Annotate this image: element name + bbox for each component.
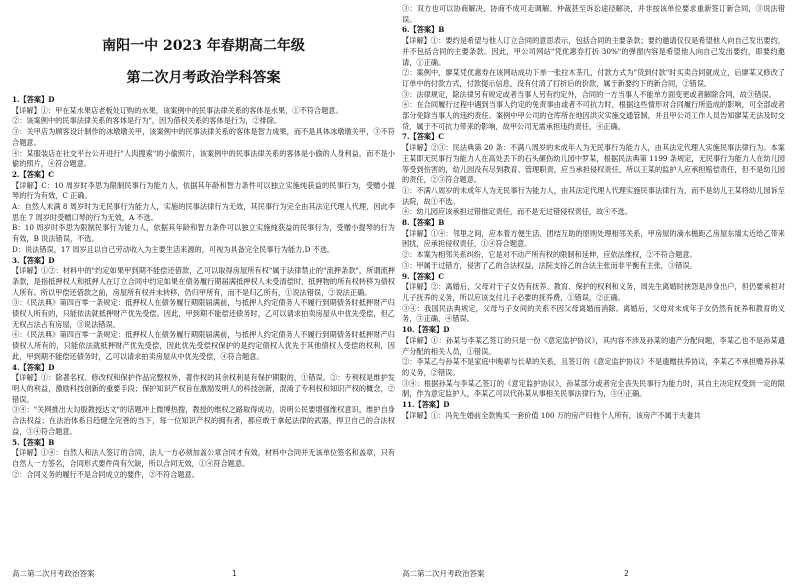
exam-title: 第二次月考政治学科答案 xyxy=(126,70,281,86)
explanation-paragraph: 【详解】①：除著名权、修改权和保护作品完整权外，著作权的其余权利是有保护期限的，①错误。②：专利权是维护发明人的利益，激励科技创新的重要手段；保护知识产权旨在激励发明人的科技创新，混淆了专利权和知识产权的概念，②错误。 xyxy=(12,373,395,404)
explanation-paragraph: ④：幼儿园应该承担过错推定责任，而不是无过错侵权责任，故④不选。 xyxy=(402,207,633,217)
explanation-paragraph: ③：法律规定，除法律另有规定或者当事人另有约定外，合同的一方当事人不能单方面变更或者解除合同，故③错误。 xyxy=(402,89,776,99)
explanation-paragraph: 【详解】①：孙某与李某乙签订的只是一份《意定监护协议》，其内容不涉及孙某的遗产分配问题，李某乙也不是孙某遗产分配的相关人员，①错误。 xyxy=(402,335,785,356)
explanation-paragraph: ③④：我国民法典规定，父母与子女间的关系不因父母离婚而消除。离婚后，父母对未成年子女仍然有抚养和教育的义务，③正确，④错误。 xyxy=(402,303,785,324)
explanation-paragraph: 【详解】①②：材料中的"约定如果甲到期不能偿还借款，乙可以取得房屋所有权"属于法律禁止的"流押条款"，所谓流押条款，是指抵押权人和抵押人在订立合同中约定如果在债务履行期届满抵押权人未受清偿时，抵押物的所有权转移为债权人所有。所以甲偿还借款之前，房屋所有权并未转移，仍归甲所有，而不是归乙所有，①说法错误，②说法正确。 xyxy=(12,266,395,297)
explanation-paragraph: 【详解】②：离婚后，父母对于子女仍有抚养、教育、保护的权利和义务，周先生离婚时挟怨是涉身出户，但仍要承担对儿子抚养的义务，所以应该支付儿子必要的抚养费，①错误，②正确。 xyxy=(402,282,785,302)
explanation-paragraph: 【详解】C：10 周岁时李思为限制民事行为能力人，依据其年龄和智力条件可以独立实施纯获益的民事行为，受赠小提琴的行为有效，C 正确。 xyxy=(12,180,395,201)
explanation-paragraph: ①：不满八周岁的未成年人为无民事行为能力人，由其法定代理人代理实施民事法律行为，而不是幼儿王某将幼儿园诉至法院，故①不选。 xyxy=(402,185,785,206)
answer-heading: 1.【答案】D xyxy=(12,95,55,104)
footer-left-label: 高二第二次月考政治答案 xyxy=(12,569,95,578)
right-column xyxy=(402,4,785,556)
answer-heading: 3.【答案】D xyxy=(12,255,55,265)
explanation-paragraph: 【详解】②③：民法典第 20 条：不满八周岁的未成年人为无民事行为能力人，由其法定代理人实施民事法律行为。本案王某即无民事行为能力人在高处丢下的石头砸伤幼儿园中罗某，根据民法典第 1199 条规定，无民事行为能力人在幼儿园等受到伤害的，幼儿园没有尽到教育、管理职责，应当承担侵权责任，所以王某的监护人应承担赔偿责任，但不是幼儿园的责任，②③符合题意。 xyxy=(402,143,785,185)
explanation-paragraph: 【详解】①：甲在某水果店老板处订购的水果，该案例中的民事法律关系的客体是水果，①不符合题意。 xyxy=(12,105,343,115)
school-title: 南阳一中 2023 年春期高二年级 xyxy=(102,38,305,54)
explanation-paragraph: 【详解】①④：自然人和法人签订的合同，法人一方必须加盖公章合同才有效，材料中合同并无该单位签名和盖章，只有自然人一方签名，合同形式要件尚有欠缺，所以合同无效，①④符合题意。 xyxy=(12,448,395,468)
explanation-paragraph: ③④：根据孙某与李某乙签订的《意定监护协议》，孙某部分或者完全丧失民事行为能力时，其自主决定权受到一定的限制，作为意定监护人，李某乙可以代孙某从事相关民事法律行为，③④正确。 xyxy=(402,378,785,399)
explanation-paragraph: A：自然人未满 8 周岁时为无民事行为能力人，实施的民事法律行为无效，其民事行为完全由其法定代理人代理，因此李思在 7 周岁时受赠口琴的行为无效，A 不选。 xyxy=(12,202,395,222)
explanation-paragraph: ④：某服装店在社交平台公开进行"人肉搜索"的小偷照片，该案例中的民事法律关系的客体是小偷的人身利益，而不是小偷的照片，④符合题意。 xyxy=(12,148,395,169)
answer-heading: 7.【答案】C xyxy=(402,132,444,142)
answer-heading: 6.【答案】B xyxy=(402,25,445,35)
explanation-paragraph: ②：该案例中的民事法律关系的客体是行为"，因为借权关系的客体是行为，②排除。 xyxy=(12,116,282,126)
explanation-paragraph: ③④："关网推出大勾殷教授达文"的话题冲上微博热搜，教授的维权之路取得成功，说明公民要增强维权意识，维护自身合法权益；在法治体系日趋健全完善的当下，每一位知识产权的拥有者，都应敢于拿起法律的武器，捍卫自己的合法权益，③④符合题意。 xyxy=(12,405,395,436)
answer-heading: 9.【答案】C xyxy=(402,271,444,281)
explanation-paragraph: ③：甲属于过错方，侵害了乙的合法权益，法院支持乙的合法主张而非平衡有主张，③错误。 xyxy=(402,260,697,270)
answer-heading: 2.【答案】C xyxy=(12,169,54,179)
explanation-paragraph: ③：关甲店为顾客设计制作的冰墩墩关甲，该案例中的民事法律关系的客体是智力成果，而不是具体冰墩墩关甲，③不符合题意。 xyxy=(12,127,395,147)
explanation-paragraph: D：说法错误，17 周岁且以自己劳动收入为主要生活来源的，可视为具备完全民事行为能力,D 不选。 xyxy=(12,244,335,254)
footer-left-page-number: 1 xyxy=(232,569,237,578)
explanation-paragraph: 【详解】①：要约是希望与他人订立合同的意思表示，包括合同的主要条款；要约邀请仅仅是希望他人向自己发出要约，并不包括合同的主要条款。因此，甲公司网站"凭优惠券打折 30%"的弹窗内容是希望他人向自己发出要约，即要约邀请，①正确。 xyxy=(402,36,785,67)
answer-heading: 5.【答案】B xyxy=(12,437,55,447)
answer-heading: 10.【答案】D xyxy=(402,325,450,335)
left-column xyxy=(12,4,395,556)
footer-right-page-number: 2 xyxy=(624,569,629,578)
answer-heading: 8.【答案】B xyxy=(402,218,445,228)
right-column-body xyxy=(402,4,785,421)
explanation-paragraph: ④：《民法典》第四百零一条规定：抵押权人在债务履行期限届满前，与抵押人约定债务人不履行到期债务时抵押财产归债权人所有的，只能依法就抵押财产优先受偿，因此优先受偿权保护的是约定债权人优先于其他债权人受偿的权利，因此，甲到期不能偿还债务时，乙可以请求拍卖房屋从中优先受偿，④符合题意。 xyxy=(12,330,395,361)
explanation-paragraph: ②：案例中，廖某凭优惠券在该网站成功下单一张拉木茶几，付款方式为"货到付款"时买卖合同就成立，后廖某又修改了订单中的付款方式，付款提示信息，没有付清了打折后的价款，属于新要约下的新合同，②错误。 xyxy=(402,68,785,88)
footer-right-label: 高二第二次月考政治答案 xyxy=(402,569,485,578)
explanation-paragraph: ②：本案为相邻关系纠纷，它是对不动产所有权的限制和延伸，应依法维权，②不符合题意。 xyxy=(402,250,697,260)
explanation-paragraph: ②：合同义务的履行不是合同成立的要件，②不符合题意。 xyxy=(12,469,199,479)
explanation-paragraph: 【详解】①：冯先生婚前全款购买一套价值 100 万的房产归他个人所有，该房产不属于夫妻共 xyxy=(402,410,701,420)
explanation-paragraph: ②：李某乙与孙某不是家庭中晚辈与长辈的关系，且签订的《意定监护协议》不是遗赠扶养协议，李某乙不承担赡养孙某的义务，②错误。 xyxy=(402,357,785,377)
answer-heading: 4.【答案】D xyxy=(12,362,55,372)
explanation-paragraph: ④：在合同履行过程中遇到当事人约定的免责事由或者不可抗力时，根据这些情形对合同履行所造成的影响，可全部或者部分免除当事人的违约责任。案例中甲公司的仓库所在地因洪灾实施交通管制，并且甲公司工作人员告知廖某无法及时交货，属于不可抗力带来的影响，故甲公司无需承担违约责任，④正确。 xyxy=(402,100,785,131)
explanation-paragraph: 【详解】①④：邻里之间，应本着方便生活、团结互助的原则处理相邻关系，甲房屋的滴水檐距乙房屋东墙太近给乙带来困扰，应承担侵权责任，①④符合题意。 xyxy=(402,228,785,249)
answer-heading: 11.【答案】D xyxy=(402,400,450,410)
explanation-paragraph: ③：《民法典》第四百零一条规定：抵押权人在债务履行期限届满前，与抵押人约定债务人不履行到期债务时抵押财产归债权人所有的，只能依法就抵押财产优先受偿。因此，甲到期不能偿还债务时，乙可以请求拍卖房屋从中优先受偿，但乙无权占法占有房屋，③说法错误。 xyxy=(12,298,395,329)
explanation-paragraph: B：10 周岁时李思为限制民事行为能力人，依据其年龄和智力条件可以独立实施纯获益的民事行为，受赠小提琴的行为有效，B 说法错误，不选。 xyxy=(12,223,395,244)
left-column-body xyxy=(12,95,395,480)
explanation-paragraph: ③：双方也可以协商解决，协商不成可走调解、仲裁甚至诉讼途径解决，并非按该单位要求重新签订新合同，③说法错误。 xyxy=(402,4,785,24)
